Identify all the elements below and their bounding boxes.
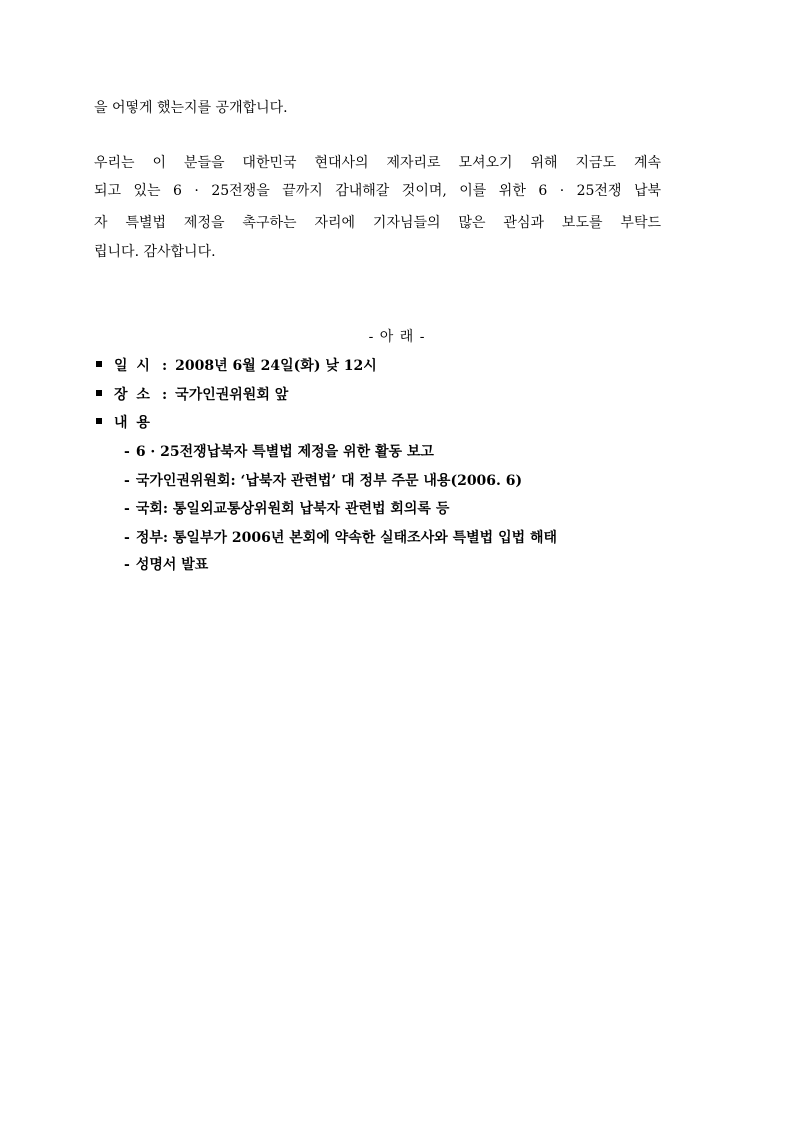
item-value: 2008년 6월 24일(화) 낮 12시 [175,358,377,374]
dash-marker: - [124,444,130,460]
content-item [124,471,522,491]
content-item [124,442,434,462]
item-label: 일 시 [114,358,152,374]
notice-item-content [96,413,162,433]
content-item [124,555,208,575]
paragraph2-line3: 자 특별법 제정을 촉구하는 자리에 기자님들의 많은 관심과 보도를 부탁드 [94,215,661,231]
content-item-text: 성명서 발표 [135,557,209,573]
notice-item-location [96,385,288,405]
content-item-text: 국가인권위원회: ‘납북자 관련법’ 대 정부 주문 내용(2006. 6) [135,473,523,489]
square-bullet-icon [96,418,102,424]
paragraph2-line4: 립니다. 감사합니다. [94,244,216,260]
dash-marker: - [124,530,130,546]
dash-marker: - [124,501,130,517]
item-label: 장 소 [114,387,152,403]
paragraph1-line1: 을 어떻게 했는지를 공개합니다. [94,100,288,116]
content-item [124,528,557,548]
content-item-text: 국회: 통일외교통상위원회 납북자 관련법 회의록 등 [135,501,450,517]
paragraph2-line2: 되고 있는 6 · 25전쟁을 끝까지 감내해갈 것이며, 이를 위한 6 · 25전쟁 납북 [94,183,661,199]
paragraph2-line1: 우리는 이 분들을 대한민국 현대사의 제자리로 모셔오기 위해 지금도 계속 [94,155,661,171]
item-separator: : [162,387,168,403]
notice-title: - 아 래 - [368,329,426,345]
square-bullet-icon [96,390,102,396]
square-bullet-icon [96,361,102,367]
item-label: 내 용 [114,415,152,431]
item-value: 국가인권위원회 앞 [175,387,289,403]
dash-marker: - [124,557,130,573]
content-item-text: 정부: 통일부가 2006년 본회에 약속한 실태조사와 특별법 입법 해태 [135,530,558,546]
item-separator: : [162,358,168,374]
dash-marker: - [124,473,130,489]
notice-item-datetime [96,356,377,376]
content-item [124,499,449,519]
content-item-text: 6 · 25전쟁납북자 특별법 제정을 위한 활동 보고 [135,444,434,460]
